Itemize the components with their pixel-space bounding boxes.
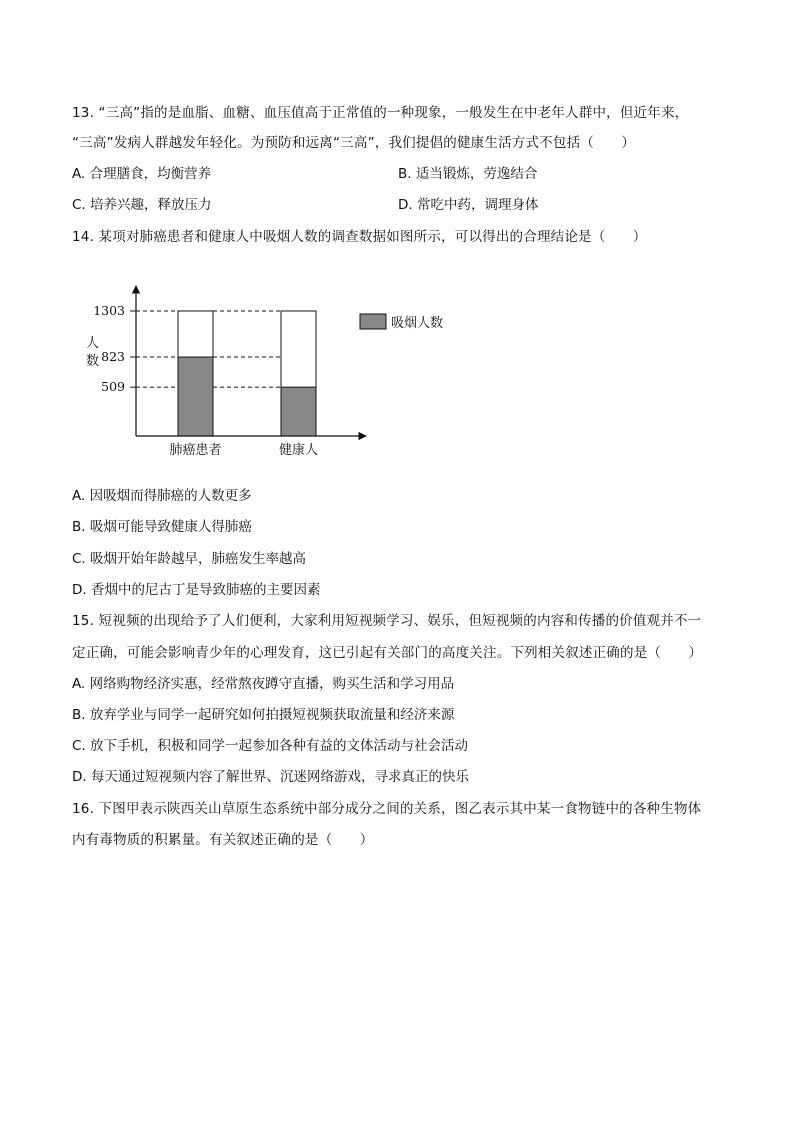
q15-option-a[interactable]: A. 网络购物经济实惠，经常熬夜蹲守直播，购买生活和学习用品 <box>72 676 455 692</box>
q13-stem-line1: 13. “三高”指的是血脂、血糖、血压值高于正常值的一种现象，一般发生在中老年人群中，但近年来， <box>72 105 689 121</box>
legend-swatch <box>360 314 386 329</box>
q14-stem: 14. 某项对肺癌患者和健康人中吸烟人数的调查数据如图所示，可以得出的合理结论是（ ） <box>72 229 647 245</box>
q14-option-c[interactable]: C. 吸烟开始年龄越早，肺癌发生率越高 <box>72 551 307 567</box>
y-axis-label-char-2: 数 <box>86 354 100 369</box>
bar-smokers <box>178 357 213 436</box>
q13-option-a[interactable]: A. 合理膳食，均衡营养 <box>72 166 212 182</box>
x-category-label: 肺癌患者 <box>169 443 222 458</box>
y-tick-label: 509 <box>101 379 125 395</box>
y-tick-label: 823 <box>101 349 125 365</box>
q16-stem-line1: 16. 下图甲表示陕西关山草原生态系统中部分成分之间的关系，图乙表示其中某一食物链中的各种生物体 <box>72 801 702 817</box>
q15-option-b[interactable]: B. 放弃学业与同学一起研究如何拍摄短视频获取流量和经济来源 <box>72 707 455 723</box>
bar-smokers <box>281 387 316 436</box>
q15-stem-line1: 15. 短视频的出现给予了人们便利，大家利用短视频学习、娱乐，但短视频的内容和传播的价值观并不一 <box>72 613 702 629</box>
chart-bars <box>178 311 316 436</box>
q13-option-c[interactable]: C. 培养兴趣，释放压力 <box>72 197 212 213</box>
q13-option-d[interactable]: D. 常吃中药，调理身体 <box>398 197 539 213</box>
q13-stem-line2: “三高”发病人群越发年轻化。为预防和远离“三高”，我们提倡的健康生活方式不包括（ ） <box>72 135 636 151</box>
x-category-label: 健康人 <box>278 443 319 458</box>
smoking-bar-chart <box>72 278 472 468</box>
q15-stem-line2: 定正确，可能会影响青少年的心理发育，这已引起有关部门的高度关注。下列相关叙述正确的是（ ） <box>72 645 703 661</box>
q14-option-b[interactable]: B. 吸烟可能导致健康人得肺癌 <box>72 519 252 535</box>
y-tick-label: 1303 <box>93 302 125 318</box>
q15-option-d[interactable]: D. 每天通过短视频内容了解世界、沉迷网络游戏，寻求真正的快乐 <box>72 769 469 785</box>
q15-option-c[interactable]: C. 放下手机，积极和同学一起参加各种有益的文体活动与社会活动 <box>72 738 469 754</box>
q14-option-d[interactable]: D. 香烟中的尼古丁是导致肺癌的主要因素 <box>72 582 321 598</box>
q13-option-b[interactable]: B. 适当锻炼，劳逸结合 <box>398 166 538 182</box>
q16-stem-line2: 内有毒物质的积累量。有关叙述正确的是（ ） <box>72 832 374 848</box>
chart-category-labels <box>169 442 318 458</box>
chart-ticks <box>93 303 136 394</box>
legend-label: 吸烟人数 <box>391 316 444 331</box>
q14-option-a[interactable]: A. 因吸烟而得肺癌的人数更多 <box>72 488 252 504</box>
y-axis-label-char-1: 人 <box>86 336 100 351</box>
